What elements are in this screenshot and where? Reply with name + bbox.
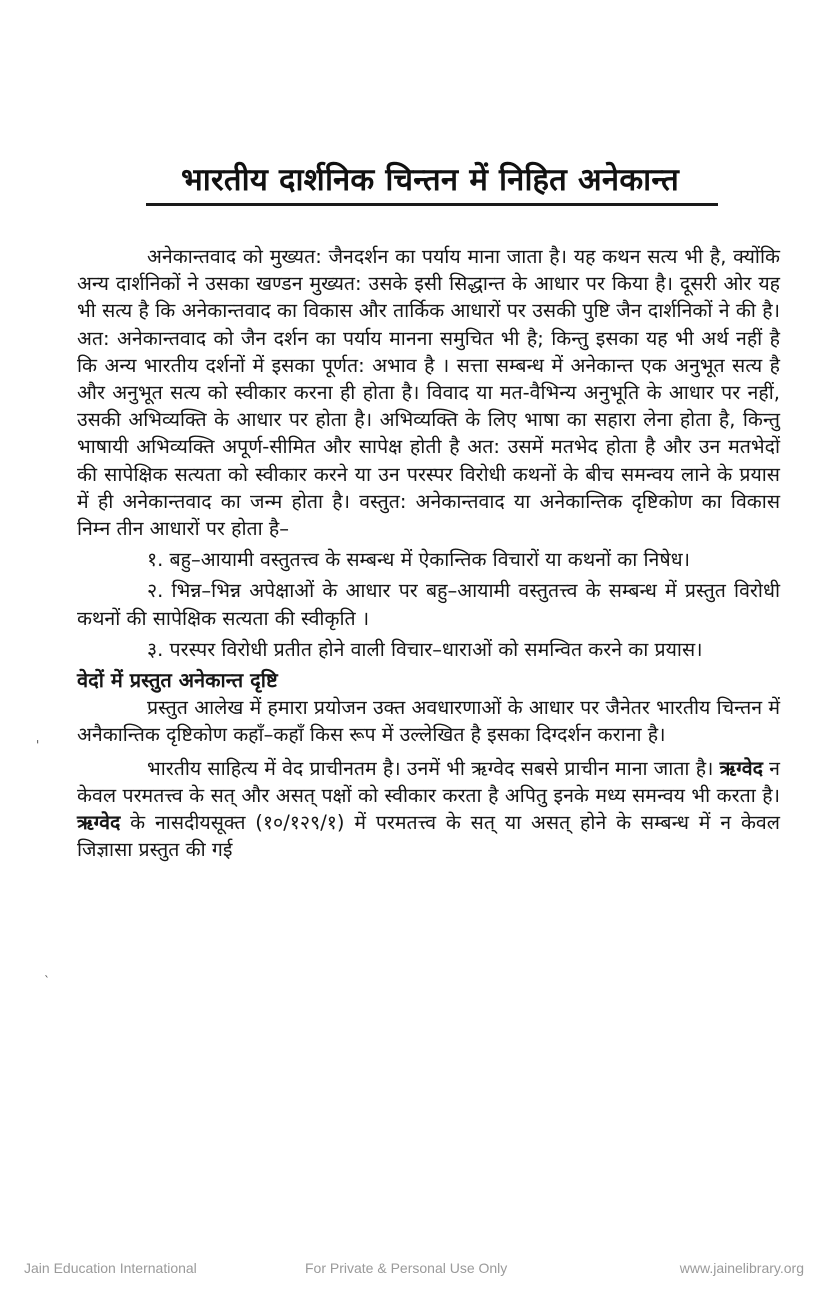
list-item-3: ३. परस्पर विरोधी प्रतीत होने वाली विचार–धाराओं को समन्वित करने का प्रयास। <box>147 637 703 661</box>
footer-website-link[interactable]: www.jainelibrary.org <box>679 1260 804 1276</box>
footer-watermark <box>0 1260 828 1280</box>
title-underline-divider <box>146 203 718 206</box>
footer-publisher: Jain Education International <box>24 1260 197 1276</box>
list-item-2: २. भिन्न–भिन्न अपेक्षाओं के आधार पर बहु–आयामी वस्तुतत्त्व के सम्बन्ध में प्रस्तुत विरोधी कथनों की सापेक्षिक सत्यता की स्वीकृति । <box>77 579 780 630</box>
intro-paragraph: अनेकान्तवाद को मुख्यत: जैनदर्शन का पर्याय माना जाता है। यह कथन सत्य भी है, क्योंकि अन्य दार्शनिकों ने उसका खण्डन मुख्यत: उसके इसी सिद्धान्त के आधार पर किया है। दूसरी ओर यह भी सत्य है कि अनेकान्तवाद का विकास और तार्किक आधारों पर उसकी पुष्टि जैन दार्शनिकों ने की है। अत: अनेकान्तवाद को जैन दर्शन का पर्याय मानना समुचित भी है; किन्तु इसका यह भी अर्थ नहीं है कि अन्य भारतीय दर्शनों में इसका पूर्णत: अभाव है । सत्ता सम्बन्ध में अनेकान्त एक अनुभूत सत्य है और अनुभूत सत्य को स्वीकार करना ही होता है। विवाद या मत-वैभिन्य अनुभूति के आधार पर नहीं, उसकी अभिव्यक्ति के आधार पर होता है। अभिव्यक्ति के लिए भाषा का सहारा लेना होता है, किन्तु भाषायी अभिव्यक्ति अपूर्ण-सीमित और सापेक्ष होती है अत: उसमें मतभेद होता है और उन मतभेदों की सापेक्षिक सत्यता को स्वीकार करने या उन परस्पर विरोधी कथनों के बीच समन्वय लाने के प्रयास में ही अनेकान्तवाद का जन्म होता है। वस्तुत: अनेकान्तवाद या अनेकान्तिक दृष्टिकोण का विकास निम्न तीन आधारों पर होता है– <box>77 245 780 541</box>
footer-usage-notice: For Private & Personal Use Only <box>305 1260 508 1276</box>
rigveda-paragraph <box>77 755 780 864</box>
rigveda-emphasis: ऋग्वेद <box>719 756 763 780</box>
rigveda-text-part-1: भारतीय साहित्य में वेद प्राचीनतम है। उनमें भी ऋग्वेद सबसे प्राचीन माना जाता है। <box>147 756 720 780</box>
rigveda-emphasis: ऋग्वेद <box>77 811 121 835</box>
document-body <box>77 243 780 863</box>
purpose-paragraph: प्रस्तुत आलेख में हमारा प्रयोजन उक्त अवधारणाओं के आधार पर जैनेतर भारतीय चिन्तन में अनैकान्तिक दृष्टिकोण कहाँ–कहाँ किस रूप में उल्लेखित है इसका दिग्दर्शन कराना है। <box>77 696 780 747</box>
scan-artifact-mark: ' <box>36 738 40 752</box>
rigveda-text-part-2: न केवल परमतत्त्व के सत् और असत् पक्षों को स्वीकार करता है अपितु इनके मध्य समन्वय भी करता है। <box>77 756 780 807</box>
scan-artifact-mark: ` <box>44 974 50 988</box>
section-heading: वेदों में प्रस्तुत अनेकान्त दृष्टि <box>77 668 278 693</box>
list-item-1: १. बहु–आयामी वस्तुतत्त्व के सम्बन्ध में ऐकान्तिक विचारों या कथनों का निषेध। <box>147 548 691 572</box>
page-title: भारतीय दार्शनिक चिन्तन में निहित अनेकान्त <box>181 162 679 198</box>
rigveda-text-part-3: के नासदीयसूक्त (१०/१२९/१) में परमतत्त्व के सत् या असत् होने के सम्बन्ध में न केवल जिज्ञासा प्रस्तुत की गई <box>77 811 780 862</box>
